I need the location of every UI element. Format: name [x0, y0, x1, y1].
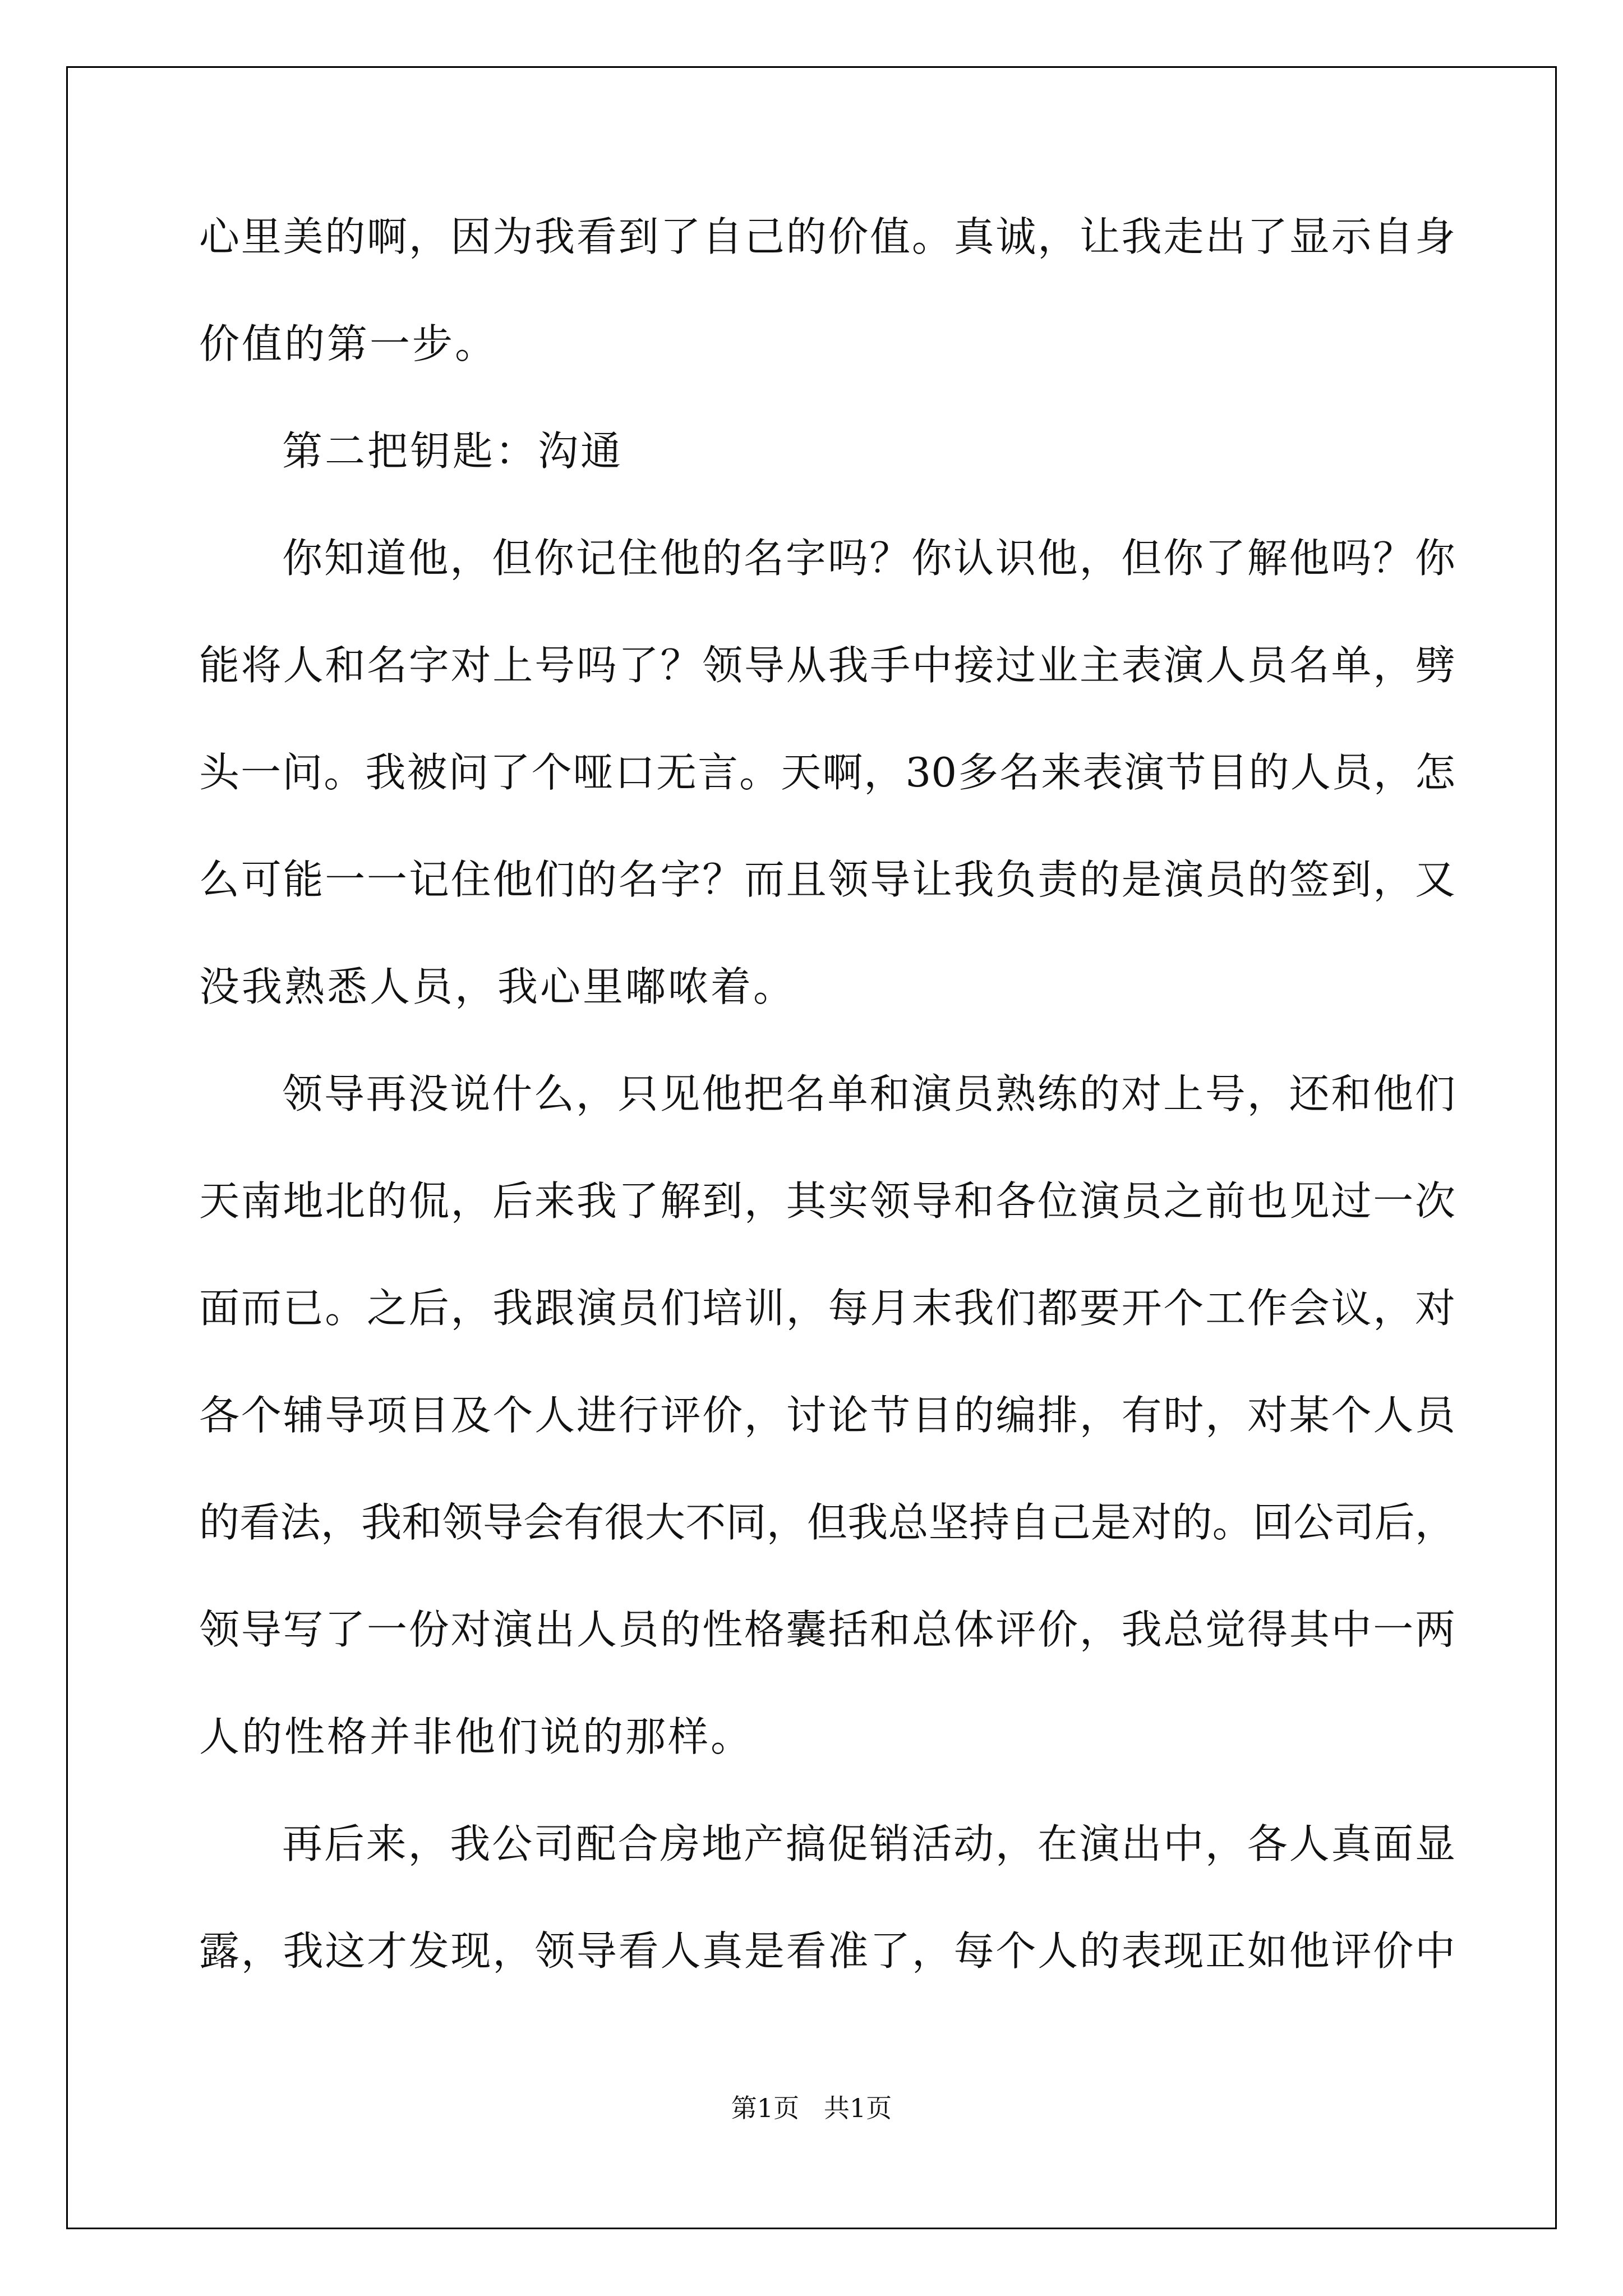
text-line: 再后来，我公司配合房地产搞促销活动，在演出中，各人真面显	[282, 1820, 1455, 1867]
text-line: 面而已。之后，我跟演员们培训，每月末我们都要开个工作会议，对	[199, 1285, 1455, 1332]
page-number-footer: 第1页 共1页	[731, 2093, 892, 2123]
text-line: 的看法，我和领导会有很大不同，但我总坚持自己是对的。回公司后，	[199, 1499, 1455, 1546]
text-line: 人的性格并非他们说的那样。	[199, 1713, 754, 1760]
text-line: 露，我这才发现，领导看人真是看准了，每个人的表现正如他评价中	[199, 1927, 1455, 1975]
text-line: 你知道他，但你记住他的名字吗？你认识他，但你了解他吗？你	[282, 535, 1455, 582]
text-line: 领导写了一份对演出人员的性格囊括和总体评价，我总觉得其中一两	[199, 1606, 1455, 1653]
text-line: 心里美的啊，因为我看到了自己的价值。真诚，让我走出了显示自身	[199, 213, 1455, 260]
document-body	[199, 210, 1455, 2031]
text-line: 各个辅导项目及个人进行评价，讨论节目的编排，有时，对某个人员	[199, 1392, 1455, 1439]
text-line: 头一问。我被问了个哑口无言。天啊，30多名来表演节目的人员，怎	[199, 749, 1455, 796]
text-line: 天南地北的侃，后来我了解到，其实领导和各位演员之前也见过一次	[199, 1177, 1455, 1225]
section-heading: 第二把钥匙：沟通	[282, 427, 624, 475]
text-line: 没我熟悉人员，我心里嘟哝着。	[199, 963, 796, 1010]
text-line: 能将人和名字对上号吗了？领导从我手中接过业主表演人员名单，劈	[199, 642, 1455, 689]
text-line: 价值的第一步。	[199, 320, 498, 367]
text-line: 么可能一一记住他们的名字？而且领导让我负责的是演员的签到，又	[199, 856, 1455, 903]
text-line: 领导再没说什么，只见他把名单和演员熟练的对上号，还和他们	[282, 1070, 1455, 1117]
